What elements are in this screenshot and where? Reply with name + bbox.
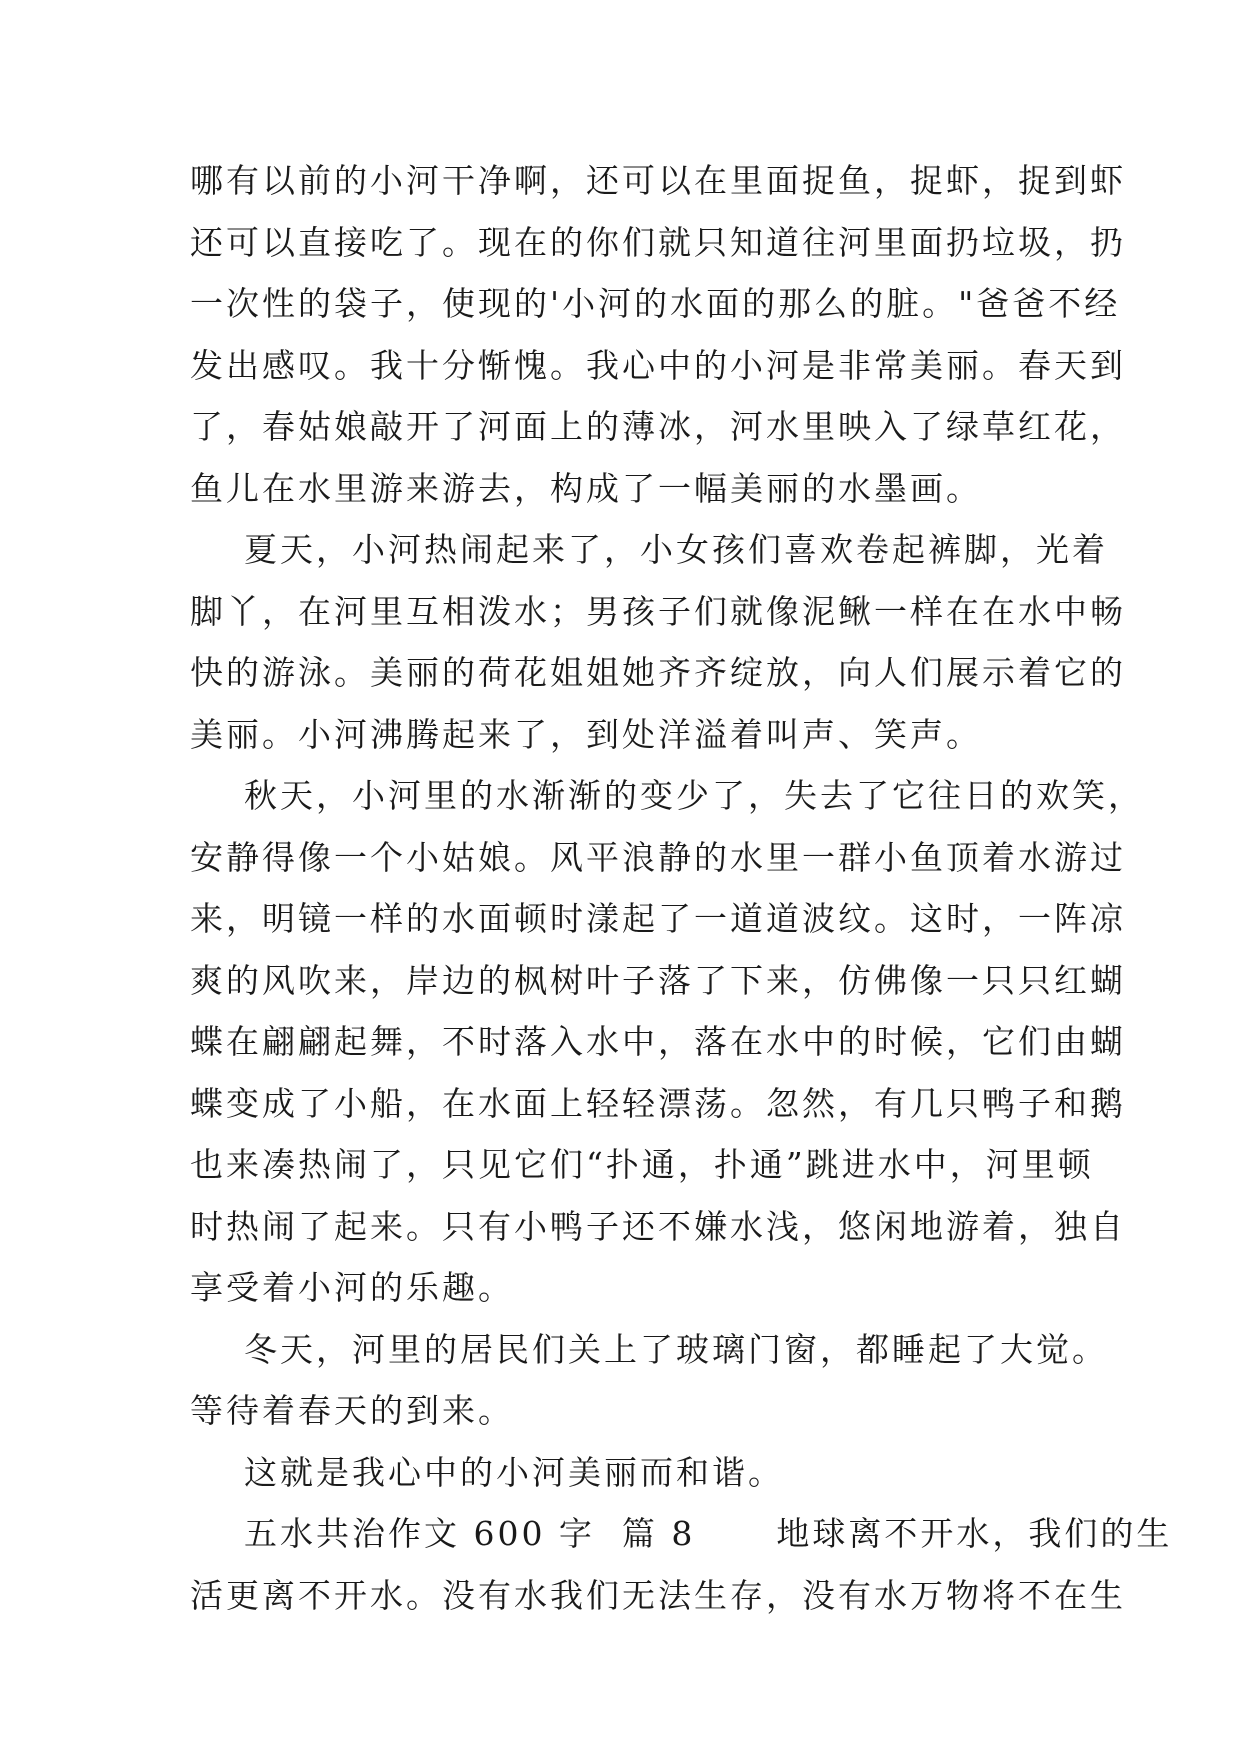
text-line: 还可以直接吃了。现在的你们就只知道往河里面扔垃圾，扔: [190, 222, 1126, 262]
text-line: 夏天，小河热闹起来了，小女孩们喜欢卷起裤脚，光着: [190, 530, 1108, 569]
text-line: 美丽。小河沸腾起来了，到处洋溢着叫声、笑声。: [190, 714, 982, 754]
text-line: 等待着春天的到来。: [190, 1391, 514, 1430]
text-line: 快的游泳。美丽的荷花姐姐她齐齐绽放，向人们展示着它的: [190, 653, 1126, 692]
text-line: 来，明镜一样的水面顿时漾起了一道道波纹。这时，一阵凉: [190, 899, 1126, 938]
text-line: 蝶在翩翩起舞，不时落入水中，落在水中的时候，它们由蝴: [190, 1022, 1126, 1061]
text-line: 鱼儿在水里游来游去，构成了一幅美丽的水墨画。: [190, 468, 982, 508]
text-line: 哪有以前的小河干净啊，还可以在里面捉鱼，捉虾，捉到虾: [190, 161, 1126, 200]
essay-body: [190, 150, 1173, 1626]
text-line: 也来凑热闹了，只见它们“扑通，扑通”跳进水中，河里顿: [190, 1145, 1094, 1184]
text-line: 蝶变成了小船，在水面上轻轻漂荡。忽然，有几只鸭子和鹅: [190, 1083, 1126, 1123]
text-line: 一次性的袋子，使现的'小河的水面的那么的脏。"爸爸不经: [190, 284, 1121, 323]
text-line: 爽的风吹来，岸边的枫树叶子落了下来，仿佛像一只只红蝴: [190, 960, 1126, 1000]
text-line: 时热闹了起来。只有小鸭子还不嫌水浅，悠闲地游着，独自: [190, 1206, 1126, 1246]
text-line: 了，春姑娘敲开了河面上的薄冰，河水里映入了绿草红花，: [190, 407, 1126, 446]
text-line: 脚丫，在河里互相泼水；男孩子们就像泥鳅一样在在水中畅: [190, 591, 1126, 631]
text-line: 发出感叹。我十分惭愧。我心中的小河是非常美丽。春天到: [190, 345, 1126, 385]
text-line: 五水共治作文 600 字 篇 8 地球离不开水，我们的生: [190, 1514, 1173, 1553]
text-line: 活更离不开水。没有水我们无法生存，没有水万物将不在生: [190, 1575, 1126, 1615]
text-line: 秋天，小河里的水渐渐的变少了，失去了它往日的欢笑，: [190, 776, 1144, 815]
text-line: 享受着小河的乐趣。: [190, 1268, 514, 1307]
text-line: 冬天，河里的居民们关上了玻璃门窗，都睡起了大觉。: [190, 1329, 1108, 1369]
text-line: 这就是我心中的小河美丽而和谐。: [190, 1452, 784, 1492]
text-line: 安静得像一个小姑娘。风平浪静的水里一群小鱼顶着水游过: [190, 837, 1126, 877]
